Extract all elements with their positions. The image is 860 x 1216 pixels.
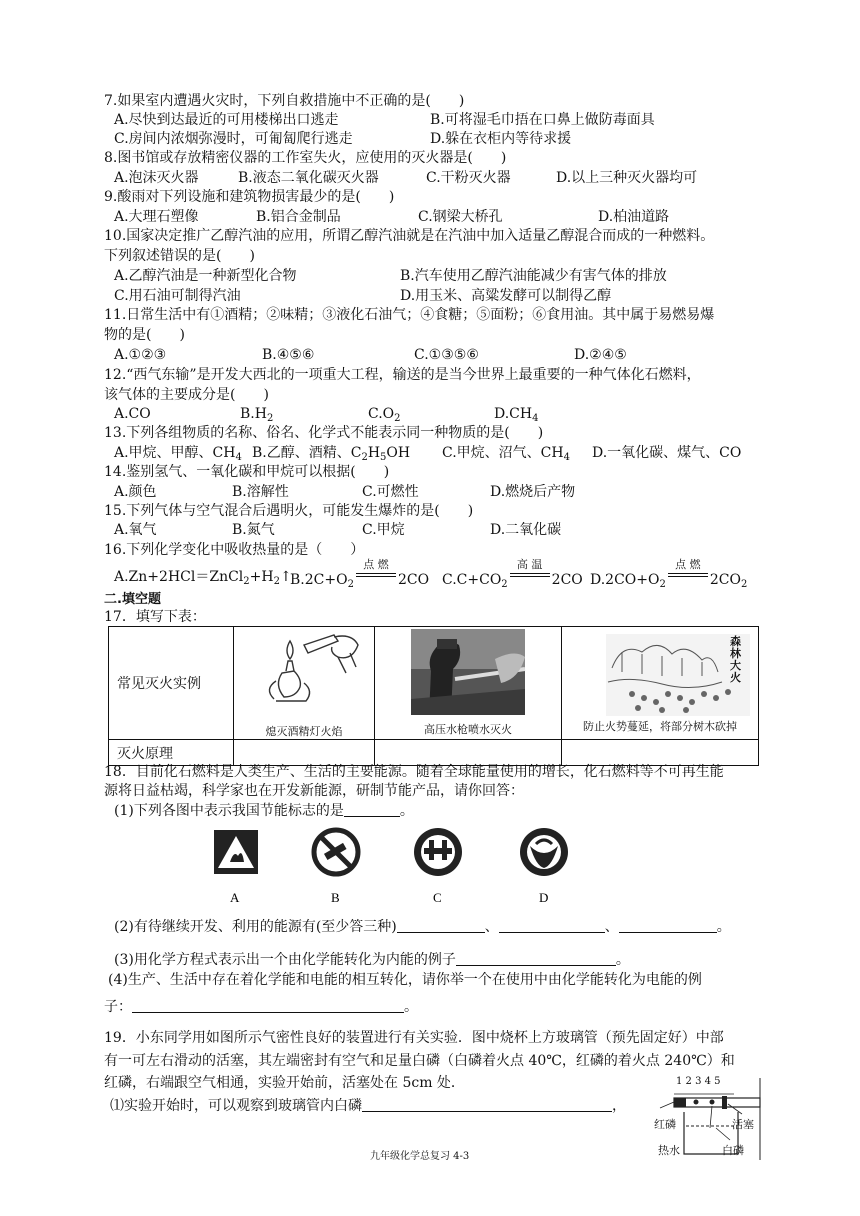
q13-option-c: C.甲烷、沼气、$CH_4$ [442, 445, 570, 463]
fire-table [108, 626, 759, 766]
q16-option-c: $C.C+CO_2$ 高 温 2CO [442, 558, 583, 590]
caption-forest-fire: 防止火势蔓延，将部分树木砍掉 [583, 720, 737, 733]
answer-blank[interactable] [499, 918, 605, 933]
q8-option-a: A.泡沫灭火器 [114, 170, 199, 186]
q8-option-b: B.液态二氧化碳灭火器 [238, 170, 379, 186]
q15-option-a: A.氧气 [114, 522, 157, 538]
row-label-principle: 灭火原理 [109, 740, 234, 766]
q7-option-d: D.躲在衣柜内等待求援 [430, 131, 572, 147]
q16-option-a: $A.Zn+2HCl=ZnCl_2+H_2↑$ [114, 569, 292, 587]
q10-stem-line1: 10.国家决定推广乙醇汽油的应用，所谓乙醇汽油就是在汽油中加入适量乙醇混合而成的一种燃料。 [104, 228, 715, 244]
answer-blank[interactable] [619, 918, 717, 933]
q15-option-c: C.甲烷 [362, 522, 405, 538]
logo-a-icon [214, 830, 258, 874]
q7-stem: 7.如果室内遭遇火灾时，下列自救措施中不正确的是( ) [104, 93, 465, 109]
q15-stem: 15.下列气体与空气混合后遇明火，可能发生爆炸的是( ) [104, 503, 474, 519]
firefighter-photo [375, 629, 561, 717]
alcohol-lamp-image [234, 627, 374, 719]
q18-part2: (2)有待继续开发、利用的能源有(至少答三种) 、 、 。 [114, 919, 731, 935]
q7-option-a: A.尽快到达最近的可用楼梯出口逃走 [114, 112, 339, 128]
q11-stem-line1: 11.日常生活中有①酒精；②味精；③液化石油气；④食糖；⑤面粉；⑥食用油。其中属于易燃易爆 [104, 307, 715, 323]
page-footer: 九年级化学总复习 4-3 [370, 1151, 470, 1162]
q14-option-b: B.溶解性 [232, 484, 289, 500]
q14-stem: 14.鉴别氢气、一氧化碳和甲烷可以根据( ) [104, 464, 390, 480]
label-piston: 活塞 [732, 1118, 754, 1131]
q9-option-c: C.钢梁大桥孔 [418, 209, 503, 225]
q9-option-d: D.柏油道路 [598, 209, 670, 225]
caption-water-cannon: 高压水枪喷水灭火 [424, 723, 512, 736]
logo-label-c: C [433, 890, 442, 905]
reaction-condition: 点 燃 [354, 568, 398, 586]
q9-option-b: B.铝合金制品 [256, 209, 341, 225]
q14-option-c: C.可燃性 [362, 484, 419, 500]
cell-forest-fire [562, 627, 759, 740]
q13-option-a: A.甲烷、甲醇、$CH_4$ [114, 445, 242, 463]
q7-option-c: C.房间内浓烟弥漫时，可匍匐爬行逃走 [114, 131, 353, 147]
q12-stem-line1: 12.“西气东输”是开发大西北的一项重大工程，输送的是当今世界上最重要的一种气体化石燃料， [104, 367, 701, 383]
answer-cell-1[interactable] [234, 740, 375, 766]
q8-stem: 8.图书馆或存放精密仪器的工作室失火，应使用的灭火器是( ) [104, 150, 507, 166]
q14-option-d: D.燃烧后产物 [490, 484, 576, 500]
q9-option-a: A.大理石塑像 [114, 209, 199, 225]
q11-stem-line2: 物的是( ) [104, 327, 185, 343]
answer-blank[interactable] [456, 951, 616, 966]
logo-label-b: B [331, 890, 340, 905]
q10-option-b: B.汽车使用乙醇汽油能减少有害气体的排放 [400, 268, 667, 284]
logo-d-icon [520, 828, 568, 876]
q15-option-d: D.二氧化碳 [490, 522, 562, 538]
cell-alcohol-lamp [234, 627, 375, 740]
q12-option-d: $D.CH_4$ [494, 406, 539, 424]
logo-label-a: A [230, 890, 240, 905]
q18-stem-line2: 源将日益枯竭，科学家也在开发新能源，研制节能产品，请你回答： [104, 783, 524, 799]
q19-part1: ⑴实验开始时，可以观察到玻璃管内白磷 ， [110, 1098, 626, 1114]
q11-option-c: C.①③⑤⑥ [414, 347, 479, 363]
reaction-condition: 高 温 [508, 568, 552, 586]
q8-option-d: D.以上三种灭火器均可 [556, 170, 698, 186]
q11-option-b: B.④⑤⑥ [262, 347, 315, 363]
q9-stem: 9.酸雨对下列设施和建筑物损害最少的是( ) [104, 189, 395, 205]
answer-blank[interactable] [344, 802, 400, 817]
answer-blank[interactable] [362, 1097, 612, 1112]
q19-line1: 19．小东同学用如图所示气密性良好的装置进行有关实验．图中烧杯上方玻璃管（预先固定好）中部 [104, 1030, 724, 1046]
q16-option-d: $D.2CO+O_2$ 点 燃 $2CO_2$ [590, 558, 748, 590]
q16-option-b: $B.2C+O_2$ 点 燃 2CO [290, 558, 430, 590]
label-white-phosphorus: 白磷 [722, 1144, 744, 1157]
q18-part3: (3)用化学方程式表示出一个由化学能转化为内能的例子 。 [114, 952, 630, 968]
q10-option-c: C.用石油可制得汽油 [114, 288, 241, 304]
q19-line2: 有一可左右滑动的活塞，其左端密封有空气和足量白磷（白磷着火点 40℃，红磷的着火点 240℃）和 [104, 1053, 735, 1069]
q11-option-d: D.②④⑤ [574, 347, 627, 363]
logo-b-icon [314, 830, 358, 874]
q12-option-b: $B.H_2$ [240, 406, 274, 424]
answer-blank[interactable] [397, 918, 485, 933]
q18-part4-line1: (4)生产、生活中存在着化学能和电能的相互转化，请你举一个在使用中由化学能转化为电能的例 [108, 972, 702, 988]
q18-part4-line2: 子： 。 [104, 999, 418, 1015]
answer-blank[interactable] [132, 998, 404, 1013]
q7-option-b: B.可将湿毛巾捂在口鼻上做防毒面具 [430, 112, 655, 128]
q18-part1: (1)下列各图中表示我国节能标志的是 。 [114, 803, 414, 819]
q10-stem-line2: 下列叙述错误的是( ) [104, 248, 255, 264]
answer-cell-2[interactable] [375, 740, 562, 766]
q12-option-a: A.CO [114, 406, 151, 422]
q12-stem-line2: 该气体的主要成分是( ) [104, 387, 269, 403]
label-red-phosphorus: 红磷 [654, 1118, 676, 1131]
q10-option-a: A.乙醇汽油是一种新型化合物 [114, 268, 297, 284]
q18-stem-line1: 18．目前化石燃料是人类生产、生活的主要能源。随着全球能量使用的增长，化石燃料等不可再生能 [104, 764, 724, 780]
q15-option-b: B.氮气 [232, 522, 275, 538]
logo-c-icon [414, 828, 462, 876]
q11-option-a: A.①②③ [114, 347, 167, 363]
scale-labels: 1 2 3 4 5 [676, 1076, 721, 1087]
q8-option-c: C.干粉灭火器 [426, 170, 511, 186]
forest-fire-image [562, 632, 758, 718]
section-title: 二.填空题 [104, 592, 161, 607]
apparatus-diagram [646, 1078, 766, 1160]
answer-cell-3[interactable] [562, 740, 759, 766]
caption-alcohol-lamp: 熄灭酒精灯火焰 [265, 725, 343, 738]
label-hot-water: 热水 [658, 1144, 680, 1157]
energy-logos [200, 826, 640, 908]
q14-option-a: A.颜色 [114, 484, 157, 500]
row-label-examples: 常见灭火实例 [109, 627, 234, 740]
q16-stem: 16.下列化学变化中吸收热量的是（ ） [104, 542, 365, 558]
forest-icon [562, 632, 758, 718]
q10-option-d: D.用玉米、高粱发酵可以制得乙醇 [400, 288, 612, 304]
q12-option-c: $C.O_2$ [368, 406, 401, 424]
q13-option-d: D.一氧化碳、煤气、CO [592, 445, 742, 461]
cell-water-cannon [375, 627, 562, 740]
reaction-condition: 点 燃 [666, 568, 710, 586]
q13-stem: 13.下列各组物质的名称、俗名、化学式不能表示同一种物质的是( ) [104, 425, 544, 441]
q19-line3: 红磷，右端跟空气相通，实验开始前，活塞处在 5cm 处． [104, 1075, 465, 1091]
q17-stem: 17．填写下表： [104, 609, 206, 625]
forest-fire-label: 森林大火 [730, 635, 741, 684]
q13-option-b: B.乙醇、酒精、$C_2H_5OH$ [252, 445, 411, 463]
logo-label-d: D [539, 890, 549, 905]
